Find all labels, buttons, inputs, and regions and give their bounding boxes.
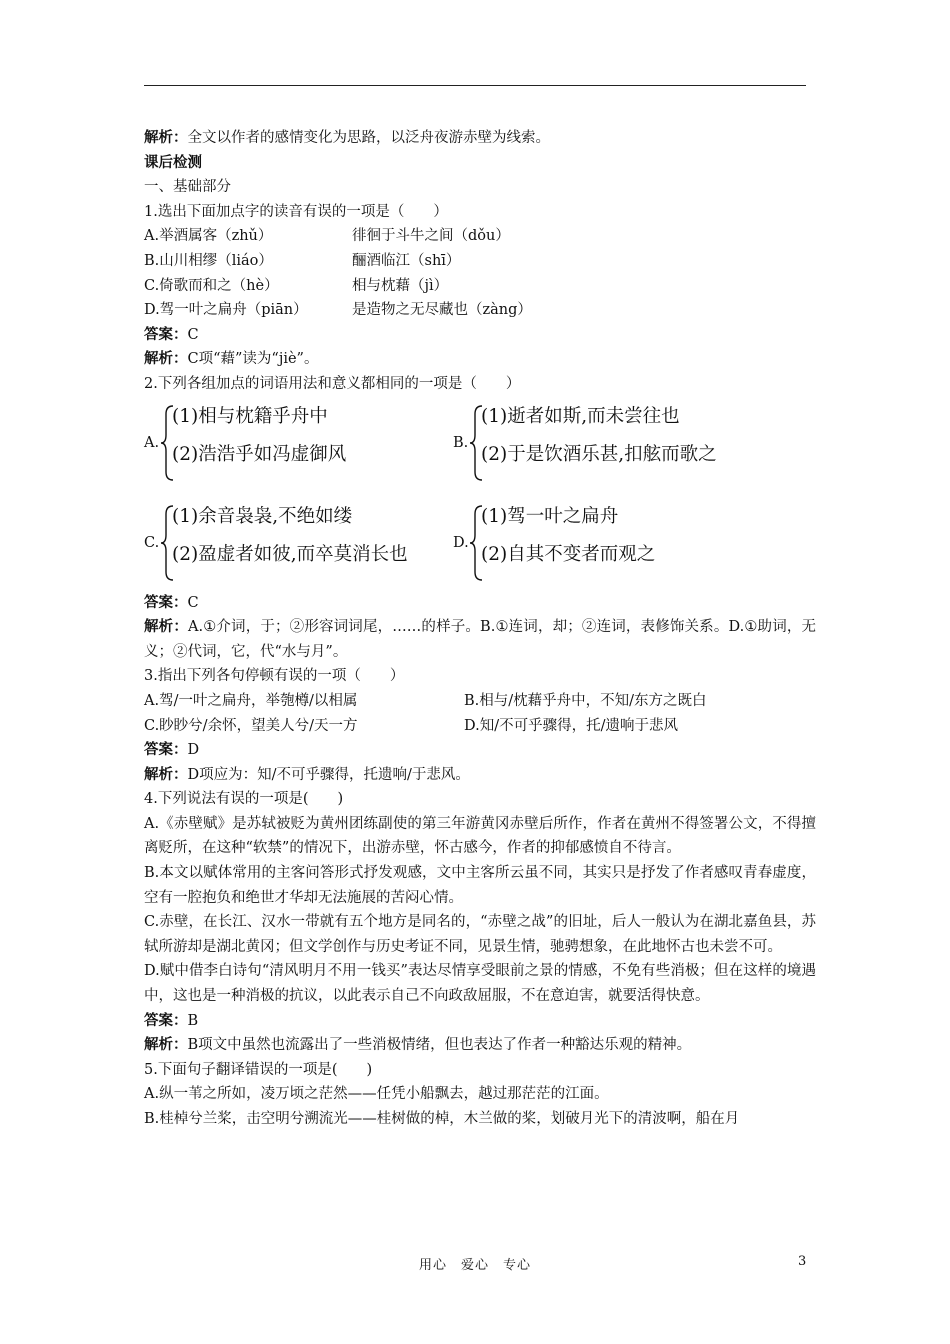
q3-row-1: A.驾/一叶之扁舟，举匏樽/以相属 B.相与/枕藉乎舟中，不知/东方之既白 bbox=[144, 692, 707, 709]
document-body bbox=[144, 126, 816, 1132]
part-title: 一、基础部分 bbox=[144, 179, 231, 196]
explanation-1: 解析：C项“藉”读为“jiè”。 bbox=[144, 350, 319, 368]
q4-option-d: D.赋中借李白诗句“清风明月不用一钱买”表达尽情享受眼前之景的情感，不免有些消极；但在这样的境遇中，这也是一种消极的抗议，以此表示自己不向政敌屈服，不在意迫害，就要活得快意。 bbox=[144, 963, 816, 1005]
q4-option-a: A.《赤壁赋》是苏轼被贬为黄州团练副使的第三年游黄冈赤壁后所作，作者在黄州不得签署公文，不得擅离贬所，在这种“软禁”的情况下，出游赤壁，怀古感今，作者的抑郁感愤自不待言。 bbox=[144, 815, 816, 857]
q1-row-d: D.驾一叶之扁舟（piān） 是造物之无尽藏也（zàng） bbox=[144, 302, 532, 319]
q2-option-c: C. (1)余音袅袅,不绝如缕 (2)盈虚者如彼,而卒莫消长也 bbox=[144, 503, 464, 583]
answer-1: 答案：C bbox=[144, 325, 199, 343]
question-3: 3.指出下列各句停顿有误的一项（ ） bbox=[144, 668, 405, 685]
answer-2: 答案：C bbox=[144, 593, 199, 611]
q2-option-b: B. (1)逝者如斯,而未尝往也 (2)于是饮酒乐甚,扣舷而歌之 bbox=[453, 403, 773, 483]
question-5: 5.下面句子翻译错误的一项是( ) bbox=[144, 1061, 373, 1078]
footer-motto: 用心 爱心 专心 bbox=[418, 1258, 531, 1273]
header-rule bbox=[144, 85, 806, 86]
q1-row-a: A.举酒属客（zhǔ） 徘徊于斗牛之间（dǒu） bbox=[144, 228, 510, 245]
q2-options bbox=[144, 403, 816, 587]
page-number: 3 bbox=[798, 1254, 807, 1269]
q2-option-d: D. (1)驾一叶之扁舟 (2)自其不变者而观之 bbox=[453, 503, 773, 583]
question-1: 1.选出下面加点字的读音有误的一项是（ ） bbox=[144, 203, 448, 220]
q3-row-2: C.眇眇兮/余怀，望美人兮/天一方 D.知/不可乎骤得，托/遗响于悲风 bbox=[144, 717, 678, 734]
answer-3: 答案：D bbox=[144, 741, 200, 759]
q1-row-c: C.倚歌而和之（hè） 相与枕藉（jì） bbox=[144, 277, 449, 294]
q4-option-b: B.本文以赋体常用的主客问答形式抒发观感，文中主客所云虽不同，其实只是抒发了作者感叹青春虚度，空有一腔抱负和绝世才华却无法施展的苦闷心情。 bbox=[144, 865, 816, 906]
explanation-2: 解析：A.①介词，于；②形容词词尾，……的样子。B.①连词，却；②连词，表修饰关系。D.①助词，无义；②代词，它，代“水与月”。 bbox=[144, 618, 817, 660]
section-title: 课后检测 bbox=[144, 153, 202, 171]
question-4: 4.下列说法有误的一项是( ) bbox=[144, 791, 344, 808]
explanation-3: 解析：D项应为：知/不可乎骤得，托遗响/于悲风。 bbox=[144, 765, 470, 783]
q5-option-a: A.纵一苇之所如，凌万顷之茫然——任凭小船飘去，越过那茫茫的江面。 bbox=[144, 1086, 609, 1103]
question-2: 2.下列各组加点的词语用法和意义都相同的一项是（ ） bbox=[144, 375, 521, 392]
q4-option-c: C.赤壁，在长江、汉水一带就有五个地方是同名的，“赤壁之战”的旧址，后人一般认为在湖北嘉鱼县，苏轼所游却是湖北黄冈；但文学创作与历史考证不同，见景生情，驰骋想象，在此地怀古也未尝不可。 bbox=[144, 914, 816, 955]
answer-4: 答案：B bbox=[144, 1011, 199, 1029]
explanation-4: 解析：B项文中虽然也流露出了一些消极情绪，但也表达了作者一种豁达乐观的精神。 bbox=[144, 1036, 692, 1054]
q1-row-b: B.山川相缪（liáo） 酾酒临江（shī） bbox=[144, 252, 461, 269]
jiexi-intro: 解析：全文以作者的感情变化为思路，以泛舟夜游赤壁为线索。 bbox=[144, 129, 550, 146]
q5-option-b: B.桂棹兮兰桨，击空明兮溯流光——桂树做的棹，木兰做的桨，划破月光下的清波啊，船在月 bbox=[144, 1111, 740, 1127]
q2-option-a: A. (1)相与枕籍乎舟中 (2)浩浩乎如冯虚御风 bbox=[144, 403, 464, 483]
